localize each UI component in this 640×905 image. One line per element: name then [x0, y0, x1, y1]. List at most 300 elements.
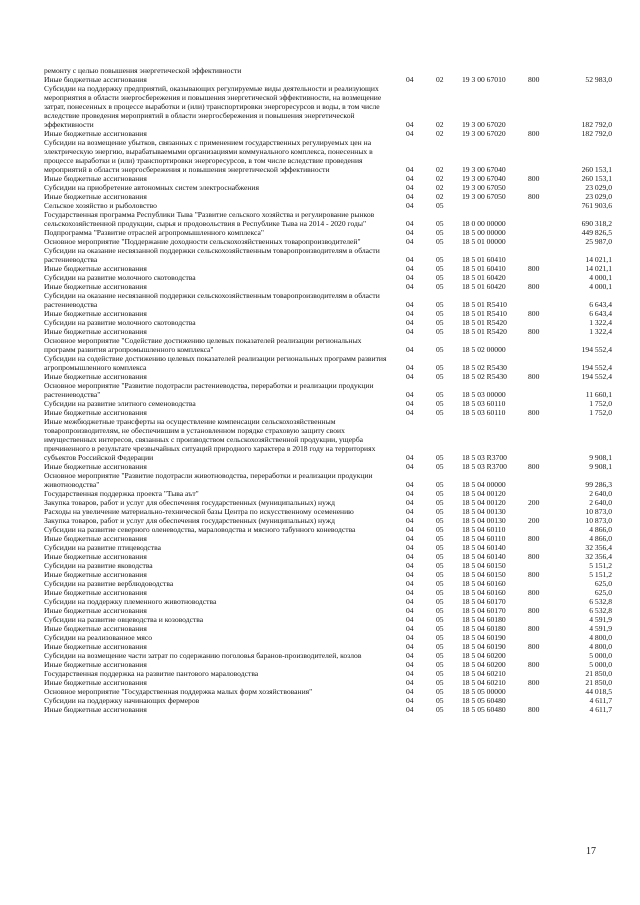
target-article-cell: 18 5 01 R5410	[462, 300, 507, 309]
expense-type-cell	[528, 246, 558, 264]
target-article-cell: 18 5 04 00130	[462, 516, 506, 525]
subsection-code-cell: 05	[436, 597, 444, 606]
expense-type-cell: 800	[528, 309, 540, 318]
amount-cell: 25 987,0	[585, 237, 612, 246]
expense-type-cell: 800	[528, 606, 540, 615]
expense-type-cell	[528, 318, 558, 327]
target-article-cell	[462, 66, 528, 75]
subsection-code-cell: 05	[436, 300, 444, 309]
section-code-cell: 04	[406, 516, 414, 525]
budget-table-page	[44, 66, 612, 714]
subsection-code-cell: 05	[436, 309, 444, 318]
amount-cell: 5 151,2	[589, 570, 612, 579]
expense-type-cell: 800	[528, 282, 540, 291]
section-code-cell: 04	[406, 255, 414, 264]
table-row	[44, 372, 612, 381]
subsection-code-cell: 02	[436, 120, 444, 129]
target-article-cell: 18 5 04 60170	[462, 597, 506, 606]
amount-cell: 52 983,0	[585, 75, 612, 84]
row-name-cell: Иные бюджетные ассигнования	[44, 75, 147, 84]
section-code-cell: 04	[406, 507, 414, 516]
section-code-cell: 04	[406, 588, 414, 597]
expense-type-cell	[528, 633, 558, 642]
table-row	[44, 498, 612, 507]
row-name-cell: Государственная поддержка проекта "Тыва аът"	[44, 489, 199, 498]
row-name-cell: Субсидии на развитие элитного семеноводства	[44, 399, 196, 408]
amount-cell: 4 800,0	[589, 633, 612, 642]
subsection-code-cell: 05	[436, 507, 444, 516]
subsection-code-cell: 05	[436, 543, 444, 552]
target-article-cell: 18 5 04 00130	[462, 507, 506, 516]
table-row	[44, 579, 612, 588]
row-name-cell: Субсидии на поддержку племенного животноводства	[44, 597, 217, 606]
expense-type-cell	[528, 525, 558, 534]
target-article-cell: 18 5 01 R5410	[462, 309, 507, 318]
section-code-cell: 04	[406, 525, 414, 534]
row-name-cell: Иные бюджетные ассигнования	[44, 327, 147, 336]
subsection-code-cell: 05	[436, 669, 444, 678]
subsection-code-cell: 05	[436, 453, 444, 462]
table-row	[44, 588, 612, 597]
table-row	[44, 552, 612, 561]
table-row	[44, 417, 612, 462]
expense-type-cell	[528, 579, 558, 588]
table-row	[44, 381, 612, 399]
amount-cell: 625,0	[594, 588, 612, 597]
table-row	[44, 75, 612, 84]
target-article-cell: 18 5 04 00000	[462, 480, 506, 489]
table-row	[44, 696, 612, 705]
section-code-cell	[398, 66, 436, 75]
target-article-cell: 19 3 00 67050	[462, 192, 506, 201]
expense-type-cell	[528, 210, 558, 228]
expense-type-cell: 800	[528, 624, 540, 633]
target-article-cell: 18 5 04 00120	[462, 498, 506, 507]
subsection-code-cell: 05	[436, 552, 444, 561]
expense-type-cell	[528, 273, 558, 282]
section-code-cell: 04	[406, 282, 414, 291]
subsection-code-cell: 05	[436, 579, 444, 588]
subsection-code-cell: 05	[436, 345, 444, 354]
section-code-cell: 04	[406, 570, 414, 579]
subsection-code-cell: 05	[436, 318, 444, 327]
target-article-cell: 18 5 05 00000	[462, 687, 506, 696]
row-name-cell: Иные бюджетные ассигнования	[44, 660, 147, 669]
amount-cell: 449 826,5	[581, 228, 612, 237]
expense-type-cell: 800	[528, 372, 540, 381]
subsection-code-cell: 05	[436, 282, 444, 291]
subsection-code-cell: 05	[436, 462, 444, 471]
amount-cell: 1 752,0	[589, 399, 612, 408]
table-row	[44, 246, 612, 264]
table-row	[44, 687, 612, 696]
row-name-cell: Субсидии на развитие овцеводства и козоводства	[44, 615, 204, 624]
subsection-code-cell: 05	[436, 660, 444, 669]
amount-cell: 4 611,7	[589, 705, 612, 714]
expense-type-cell: 800	[528, 75, 540, 84]
expense-type-cell: 800	[528, 642, 540, 651]
amount-cell: 4 591,9	[589, 615, 612, 624]
target-article-cell: 18 5 04 60140	[462, 552, 506, 561]
section-code-cell: 04	[406, 678, 414, 687]
expense-type-cell: 800	[528, 462, 540, 471]
subsection-code-cell: 05	[436, 489, 444, 498]
row-name-cell: Субсидии на развитие молочного скотоводства	[44, 273, 196, 282]
amount-cell: 1 752,0	[589, 408, 612, 417]
row-name-cell: Субсидии на возмещение убытков, связанных с применением государственных регулируемых цен на электрическую энергию, вырабатываемыми организациями коммунального комплекса, понесенных в процессе выработки и (или) транспортировки энергоресурсов, в том числе вследствие проведения мероприятий в области энергосбережения и повышения энергетической эффективности	[44, 138, 373, 174]
row-name-cell: Субсидии на оказание несвязанной поддержки сельскохозяйственным товаропроизводителям в области растениеводства	[44, 291, 380, 309]
amount-cell: 14 021,1	[585, 255, 612, 264]
target-article-cell: 18 5 04 60210	[462, 669, 506, 678]
table-row	[44, 624, 612, 633]
table-row	[44, 408, 612, 417]
table-row	[44, 633, 612, 642]
section-code-cell: 04	[406, 408, 414, 417]
row-name-cell: Иные бюджетные ассигнования	[44, 552, 147, 561]
table-row	[44, 84, 612, 129]
row-name-cell: Иные бюджетные ассигнования	[44, 192, 147, 201]
expense-type-cell: 800	[528, 327, 540, 336]
amount-cell: 10 873,0	[585, 516, 612, 525]
amount-cell: 6 643,4	[589, 309, 612, 318]
amount-cell: 44 018,5	[585, 687, 612, 696]
table-row	[44, 192, 612, 201]
section-code-cell: 04	[406, 192, 414, 201]
amount-cell: 99 286,3	[585, 480, 612, 489]
section-code-cell: 04	[406, 642, 414, 651]
section-code-cell: 04	[406, 633, 414, 642]
row-name-cell: Иные бюджетные ассигнования	[44, 642, 147, 651]
amount-cell: 4 866,0	[589, 534, 612, 543]
row-name-cell: Иные бюджетные ассигнования	[44, 624, 147, 633]
row-name-cell: Государственная программа Республики Тыва "Развитие сельского хозяйства и регулирование рынков сельскохозяйственной продукции, сырья и продовольствия в Республике Тыва на 2014 - 2020 годы"	[44, 210, 375, 228]
table-row	[44, 561, 612, 570]
target-article-cell: 18 5 01 R5420	[462, 327, 507, 336]
section-code-cell: 04	[406, 237, 414, 246]
table-row	[44, 291, 612, 309]
row-name-cell: Иные бюджетные ассигнования	[44, 462, 147, 471]
amount-cell: 5 000,0	[589, 651, 612, 660]
section-code-cell: 04	[406, 615, 414, 624]
target-article-cell: 18 5 04 60180	[462, 624, 506, 633]
subsection-code-cell: 05	[436, 408, 444, 417]
row-name-cell: Иные бюджетные ассигнования	[44, 588, 147, 597]
table-row	[44, 174, 612, 183]
subsection-code-cell: 05	[436, 255, 444, 264]
expense-type-cell	[528, 381, 558, 399]
subsection-code-cell: 05	[436, 516, 444, 525]
section-code-cell: 04	[406, 228, 414, 237]
amount-cell: 4 000,1	[589, 273, 612, 282]
amount-cell: 1 322,4	[589, 327, 612, 336]
target-article-cell: 18 5 04 00120	[462, 489, 506, 498]
row-name-cell: Иные бюджетные ассигнования	[44, 129, 147, 138]
subsection-code-cell: 05	[436, 624, 444, 633]
amount-cell: 2 640,0	[589, 498, 612, 507]
section-code-cell: 04	[406, 363, 414, 372]
expense-type-cell	[528, 291, 558, 309]
target-article-cell: 18 5 03 60110	[462, 399, 506, 408]
target-article-cell: 19 3 00 67010	[462, 75, 506, 84]
table-row	[44, 273, 612, 282]
amount-cell: 761 903,6	[581, 201, 612, 210]
row-name-cell: Субсидии на содействие достижению целевых показателей реализации региональных программ развития агропромышленного комплекса	[44, 354, 387, 372]
subsection-code-cell: 05	[436, 399, 444, 408]
row-name-cell: Расходы на увеличение материально-технической базы Центра по искусственному осеменению	[44, 507, 354, 516]
target-article-cell: 19 3 00 67020	[462, 120, 506, 129]
expense-type-cell: 800	[528, 264, 540, 273]
section-code-cell: 04	[406, 687, 414, 696]
table-row	[44, 669, 612, 678]
expense-type-cell	[528, 66, 558, 75]
row-name-cell: Иные бюджетные ассигнования	[44, 705, 147, 714]
table-row	[44, 399, 612, 408]
amount-cell: 6 643,4	[589, 300, 612, 309]
expense-type-cell: 800	[528, 174, 540, 183]
section-code-cell: 04	[406, 345, 414, 354]
row-name-cell: Иные бюджетные ассигнования	[44, 534, 147, 543]
section-code-cell: 04	[406, 129, 414, 138]
section-code-cell: 04	[406, 696, 414, 705]
row-name-cell: Субсидии на развитие птицеводства	[44, 543, 161, 552]
row-name-cell: Основное мероприятие "Развитие подотрасли растениеводства, переработки и реализации продукции растениеводства"	[44, 381, 374, 399]
target-article-cell: 18 5 03 60110	[462, 408, 506, 417]
target-article-cell: 18 5 05 60480	[462, 705, 506, 714]
row-name-cell: Основное мероприятие "Содействие достижению целевых показателей реализации региональных программ развития агропромышленного комплекса"	[44, 336, 362, 354]
expense-type-cell	[528, 543, 558, 552]
table-row	[44, 543, 612, 552]
subsection-code-cell: 02	[436, 165, 444, 174]
row-name-cell: Подпрограмма "Развитие отраслей агропромышленного комплекса"	[44, 228, 264, 237]
row-name-cell: Государственная поддержка на развитие пантового мараловодства	[44, 669, 259, 678]
table-row	[44, 264, 612, 273]
expense-type-cell	[528, 183, 558, 192]
amount-cell: 5 000,0	[589, 660, 612, 669]
target-article-cell: 18 5 04 60190	[462, 633, 506, 642]
expense-type-cell: 200	[528, 498, 540, 507]
amount-cell: 9 908,1	[589, 453, 612, 462]
table-row	[44, 318, 612, 327]
section-code-cell: 04	[406, 264, 414, 273]
amount-cell: 4 866,0	[589, 525, 612, 534]
page-number: 17	[586, 846, 596, 857]
amount-cell: 4 591,9	[589, 624, 612, 633]
subsection-code-cell: 02	[436, 192, 444, 201]
target-article-cell: 18 5 01 60420	[462, 273, 506, 282]
expense-type-cell: 800	[528, 588, 540, 597]
table-row	[44, 678, 612, 687]
amount-cell: 260 153,1	[581, 165, 612, 174]
amount-cell: 194 552,4	[581, 372, 612, 381]
expense-type-cell	[528, 507, 558, 516]
subsection-code-cell: 05	[436, 615, 444, 624]
expense-type-cell: 800	[528, 570, 540, 579]
table-row	[44, 201, 612, 210]
expense-type-cell: 800	[528, 192, 540, 201]
section-code-cell: 04	[406, 120, 414, 129]
amount-cell: 182 792,0	[581, 120, 612, 129]
target-article-cell: 18 5 04 60180	[462, 615, 506, 624]
target-article-cell	[462, 201, 528, 210]
expense-type-cell	[528, 417, 558, 462]
subsection-code-cell: 05	[436, 588, 444, 597]
target-article-cell: 18 5 04 60200	[462, 651, 506, 660]
table-row	[44, 516, 612, 525]
table-row	[44, 507, 612, 516]
target-article-cell: 18 5 04 60200	[462, 660, 506, 669]
target-article-cell: 19 3 00 67020	[462, 129, 506, 138]
subsection-code-cell: 05	[436, 219, 444, 228]
amount-cell: 260 153,1	[581, 174, 612, 183]
table-row	[44, 642, 612, 651]
section-code-cell: 04	[406, 624, 414, 633]
row-name-cell: Субсидии на возмещение части затрат по содержанию поголовья баранов-производителей, козлов	[44, 651, 362, 660]
section-code-cell: 04	[406, 174, 414, 183]
expense-type-cell	[528, 237, 558, 246]
subsection-code-cell: 05	[436, 498, 444, 507]
section-code-cell: 04	[406, 309, 414, 318]
section-code-cell: 04	[406, 75, 414, 84]
row-name-cell: Иные бюджетные ассигнования	[44, 309, 147, 318]
row-name-cell: Закупка товаров, работ и услуг для обеспечения государственных (муниципальных) нужд	[44, 498, 335, 507]
row-name-cell: Иные бюджетные ассигнования	[44, 174, 147, 183]
table-row	[44, 228, 612, 237]
amount-cell: 4 800,0	[589, 642, 612, 651]
amount-cell: 4 000,1	[589, 282, 612, 291]
subsection-code-cell: 05	[436, 651, 444, 660]
section-code-cell: 04	[406, 705, 414, 714]
section-code-cell: 04	[406, 300, 414, 309]
table-row	[44, 354, 612, 372]
expense-type-cell: 800	[528, 705, 540, 714]
row-name-cell: Субсидии на приобретение автономных систем электроснабжения	[44, 183, 259, 192]
amount-cell: 21 850,0	[585, 669, 612, 678]
table-row	[44, 651, 612, 660]
section-code-cell: 04	[406, 165, 414, 174]
expense-type-cell	[528, 597, 558, 606]
subsection-code-cell: 05	[436, 678, 444, 687]
row-name-cell: Основное мероприятие "Государственная поддержка малых форм хозяйствования"	[44, 687, 313, 696]
expense-type-cell	[528, 336, 558, 354]
subsection-code-cell: 05	[436, 570, 444, 579]
section-code-cell: 04	[406, 453, 414, 462]
subsection-code-cell: 05	[436, 228, 444, 237]
amount-cell: 23 029,0	[585, 192, 612, 201]
section-code-cell: 04	[406, 183, 414, 192]
table-row	[44, 606, 612, 615]
amount-cell: 10 873,0	[585, 507, 612, 516]
amount-cell: 21 850,0	[585, 678, 612, 687]
table-row	[44, 570, 612, 579]
amount-cell: 32 356,4	[585, 543, 612, 552]
subsection-code-cell: 02	[436, 183, 444, 192]
section-code-cell: 04	[406, 579, 414, 588]
target-article-cell: 18 5 05 60480	[462, 696, 506, 705]
table-row	[44, 129, 612, 138]
section-code-cell: 04	[406, 597, 414, 606]
section-code-cell: 04	[406, 552, 414, 561]
expense-type-cell	[528, 201, 558, 210]
target-article-cell: 18 5 04 60210	[462, 678, 506, 687]
row-name-cell: Субсидии на развитие верблюдоводства	[44, 579, 174, 588]
table-row	[44, 597, 612, 606]
target-article-cell: 18 5 02 00000	[462, 345, 506, 354]
row-name-cell: Основное мероприятие "Развитие подотрасли животноводства, переработки и реализации продукции животноводства"	[44, 471, 373, 489]
amount-cell	[558, 66, 612, 75]
expense-type-cell	[528, 138, 558, 174]
section-code-cell: 04	[406, 669, 414, 678]
subsection-code-cell: 05	[436, 606, 444, 615]
expense-type-cell	[528, 651, 558, 660]
row-name-cell: Субсидии на поддержку предприятий, оказывающих регулируемые виды деятельности и реализующих мероприятия в области энергосбережения и повышения энергетической эффективности, на возмещение затрат, понесенных в процессе выработки и (или) транспортировки энергоресурсов и воды, в том числе вследствие проведения мероприятий в области энергосбережения и повышения энергетической эффективности	[44, 84, 382, 129]
table-row	[44, 183, 612, 192]
target-article-cell: 18 5 04 60150	[462, 570, 506, 579]
budget-table	[44, 66, 612, 714]
row-name-cell: Иные бюджетные ассигнования	[44, 606, 147, 615]
table-row	[44, 66, 612, 75]
amount-cell: 182 792,0	[581, 129, 612, 138]
table-row	[44, 534, 612, 543]
expense-type-cell	[528, 696, 558, 705]
subsection-code-cell: 05	[436, 372, 444, 381]
amount-cell: 6 532,8	[589, 597, 612, 606]
target-article-cell: 18 5 04 60140	[462, 543, 506, 552]
subsection-code-cell: 05	[436, 327, 444, 336]
amount-cell: 194 552,4	[581, 345, 612, 354]
expense-type-cell	[528, 471, 558, 489]
row-name-cell: ремонту с целью повышения энергетической эффективности	[44, 66, 242, 75]
subsection-code-cell: 05	[436, 480, 444, 489]
row-name-cell: Субсидии на развитие яководства	[44, 561, 153, 570]
expense-type-cell	[528, 228, 558, 237]
row-name-cell: Субсидии на оказание несвязанной поддержки сельскохозяйственным товаропроизводителям в области растениеводства	[44, 246, 380, 264]
section-code-cell: 04	[406, 534, 414, 543]
row-name-cell: Основное мероприятие "Поддержание доходности сельскохозяйственных товаропроизводителей"	[44, 237, 361, 246]
expense-type-cell	[528, 669, 558, 678]
expense-type-cell	[528, 354, 558, 372]
target-article-cell: 19 3 00 67040	[462, 165, 506, 174]
subsection-code-cell: 02	[436, 75, 444, 84]
target-article-cell: 18 5 01 60410	[462, 264, 506, 273]
section-code-cell: 04	[406, 561, 414, 570]
target-article-cell: 18 0 00 00000	[462, 219, 506, 228]
table-row	[44, 336, 612, 354]
target-article-cell: 18 5 00 00000	[462, 228, 506, 237]
target-article-cell: 18 5 01 60420	[462, 282, 506, 291]
expense-type-cell: 800	[528, 534, 540, 543]
subsection-code-cell: 02	[436, 129, 444, 138]
subsection-code-cell: 05	[436, 264, 444, 273]
row-name-cell: Субсидии на развитие северного оленеводства, мараловодства и мясного табунного коневодства	[44, 525, 356, 534]
target-article-cell: 18 5 03 00000	[462, 390, 506, 399]
row-name-cell: Субсидии на развитие молочного скотоводства	[44, 318, 196, 327]
table-row	[44, 489, 612, 498]
section-code-cell: 04	[406, 543, 414, 552]
target-article-cell: 18 5 03 R3700	[462, 462, 507, 471]
amount-cell: 1 322,4	[589, 318, 612, 327]
subsection-code-cell: 05	[436, 273, 444, 282]
target-article-cell: 18 5 02 R5430	[462, 363, 507, 372]
amount-cell: 9 908,1	[589, 462, 612, 471]
subsection-code-cell: 05	[436, 525, 444, 534]
target-article-cell: 18 5 04 60160	[462, 588, 506, 597]
section-code-cell: 04	[406, 201, 414, 210]
table-row	[44, 282, 612, 291]
expense-type-cell: 800	[528, 408, 540, 417]
subsection-code-cell: 05	[436, 561, 444, 570]
section-code-cell: 04	[406, 651, 414, 660]
expense-type-cell	[528, 687, 558, 696]
